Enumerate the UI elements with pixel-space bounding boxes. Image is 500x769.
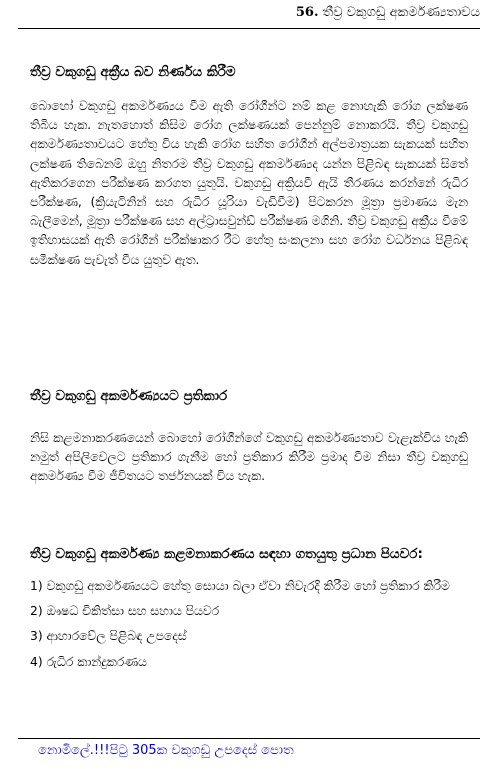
chapter-title: තීව්‍ර වකුගඩු අකර්මණ්‍යතාවය: [322, 5, 480, 20]
treatment-paragraph: නිසි කළමනාකරණයෙන් බොහෝ රෝගීන්ගේ වකුගඩු අකර්මණ්‍යතාව වැළැක්විය හැකි නමුත් අපිලිවෙලට ප්‍රතිකාර ගැනීම හෝ ප්‍රතිකාර කිරීම ප්‍රමාද වීම නිසා තීව්‍ර වකුගඩු අකර්මණ්‍ය වීම ජීවිතයට තර්ජනයක් විය හැක.: [30, 431, 468, 484]
section-heading-management-steps: තීව්‍ර වකුගඩු අකර්මණ්‍ය කළමනාකරණය සඳහා ගතයුතු ප්‍රධාන පියවර:: [30, 546, 423, 562]
list-item: 4) රුධිර කාන්දුකරණය: [30, 654, 147, 669]
section-heading-treatment: තීව්‍ර වකුගඩු අකර්මණ්‍යයට ප්‍රතිකාර: [30, 388, 228, 404]
footer-book-promo: නොමිලේ.!!!පිටු 305ක වකුගඩු උපදෙස් පොත: [38, 743, 294, 758]
management-steps-list: [30, 577, 470, 678]
list-item: 1) වකුගඩු අකර්මණ්‍යයට හේතු සොයා බලා ඒවා නිවැරදි කිරීම හෝ ප්‍රතිකාර කිරීම: [30, 579, 450, 593]
list-item: 2) ඖෂධ චිකිත්සා සහ සහාය පියවර: [30, 604, 220, 619]
footer-divider: [18, 738, 480, 739]
page-number: 56.: [295, 5, 319, 20]
diagnosis-paragraph: බොහෝ වකුගඩු අකර්මණ්‍යය වීම ඇති රෝගීන්ට නම් කළ නොහැකි රෝග ලක්ෂණ තිබිය හැක. නැතහොත් කිසිම රෝග ලක්ෂණයක් පෙන්නුම් නොකරයි. තීව්‍ර වකුගඩු අකර්මණ්‍යතාවයට හේතු විය හැකි රෝග සහිත රෝගීන් අල්පමාත්‍රයක සැකයක් සහිත ලක්ෂණ තිබෙනම් ඔහු නිතරම තීව්‍ර වකුගඩු අකර්මණ්‍යද යන්න පිළිබඳ සැකයක් සිතේ ඇතිකරගෙන පරීක්ෂණ කරගත යුතුයි. වකුගඩු අක්‍රියවී ඇයි තීරණය කරන්නේ රුධිර පරීක්ෂණ, (ක්‍රියැටිනින් සහ රුධිර යූරියා වැඩිවීම) පිටකරන මූත්‍රා ප්‍රමාණය මැන බැලීමෙන්, මූත්‍රා පරීක්ෂණ සහ අල්ට්‍රාසවුන්ඩ් පරීක්ෂණ මගිනි. තීව්‍ර වකුගඩු අක්‍රීය වීමේ ඉතිහාසයක් ඇති රෝගීන් පරීක්ෂාකර රීට හේතු සංකලනා සහ රෝග වර්ධනය පිළිබඳ සමීක්ෂණ පැවැත් වීය යුතුව ඇත.: [30, 99, 468, 267]
section-heading-diagnosis: තීව්‍ර වකුගඩු අක්‍රීය බව නිර්ණය කිරීම: [30, 64, 236, 80]
running-header: [296, 5, 480, 20]
list-item: 3) ආහාරවේල පිළිබඳ උපදෙස්: [30, 629, 187, 644]
header-divider: [18, 28, 480, 29]
